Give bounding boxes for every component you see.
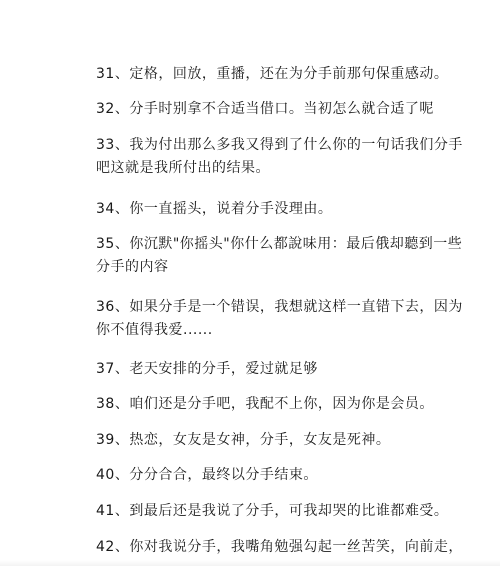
item-line: 你不值得我爱...... (96, 322, 213, 338)
list-item (96, 536, 463, 558)
list-item (96, 358, 426, 380)
item-line: 31、定格，回放，重播，还在为分手前那句保重感动。 (96, 66, 449, 82)
item-line: 吧这就是我所付出的结果。 (96, 160, 270, 176)
item-line: 33、我为付出那么多我又得到了什么你的一句话我们分手 (96, 137, 463, 153)
item-line: 38、咱们还是分手吧，我配不上你，因为你是会员。 (96, 396, 434, 412)
list-item (96, 500, 449, 522)
list-item (96, 134, 463, 179)
item-line: 40、分分合合，最终以分手结束。 (96, 467, 318, 483)
item-line: 34、你一直摇头，说着分手没理由。 (96, 201, 333, 217)
item-line: 39、热恋，女友是女神，分手，女友是死神。 (96, 432, 391, 448)
item-line: 36、如果分手是一个错误，我想就这样一直错下去，因为 (96, 299, 463, 315)
item-line: 分手的内容 (96, 259, 169, 275)
list-item (96, 464, 426, 486)
list-item (96, 296, 463, 341)
item-line: 32、分手时别拿不合适当借口。当初怎么就合适了呢 (96, 101, 434, 117)
item-line: 41、到最后还是我说了分手，可我却哭的比谁都难受。 (96, 503, 449, 519)
page-bottom-edge (0, 560, 500, 566)
item-line: 42、你对我说分手，我嘴角勉强勾起一丝苦笑，向前走， (96, 539, 463, 555)
item-line: 35、你沉默"你摇头"你什么都說味用：最后俄却聽到一些 (96, 236, 463, 252)
list-item (96, 233, 463, 278)
item-line: 37、老天安排的分手，爱过就足够 (96, 361, 318, 377)
list-item (96, 429, 426, 451)
list-item (96, 198, 426, 220)
list-item (96, 63, 449, 85)
list-item (96, 393, 434, 415)
list-item (96, 98, 434, 120)
